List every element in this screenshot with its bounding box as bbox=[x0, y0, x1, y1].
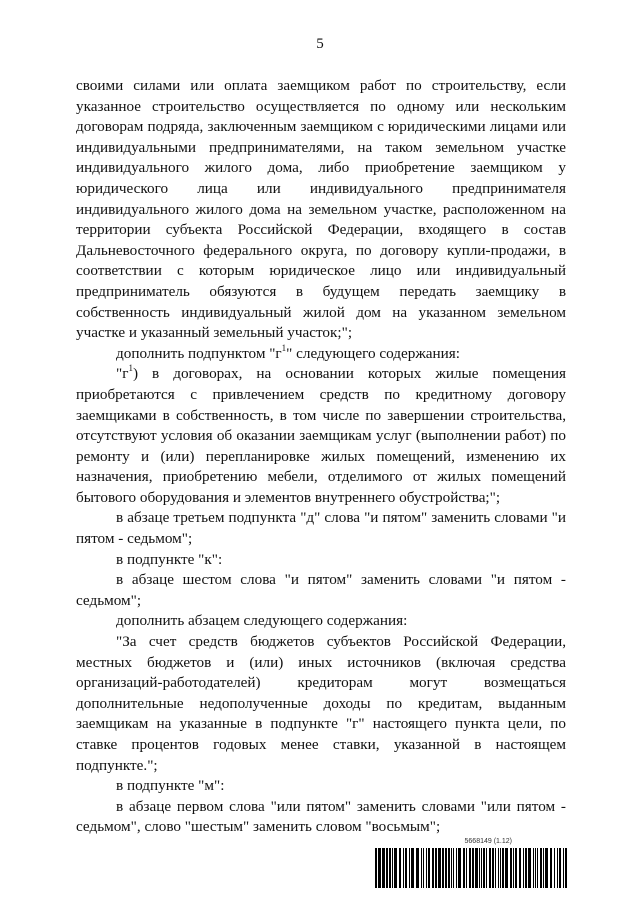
paragraph bbox=[76, 344, 566, 365]
paragraph: в абзаце шестом слова "и пятом" заменить словами "и пятом - седьмом"; bbox=[76, 571, 566, 609]
paragraph: в подпункте "к": bbox=[116, 550, 223, 568]
paragraph-text: дополнить подпунктом "г bbox=[116, 344, 282, 362]
paragraph: своими силами или оплата заемщиком работ по строительству, если указанное строительство осуществляется по одному или нескольким договорам подряда, заключенным заемщиком с юридическими лицами или индивидуальными предпринимателями, на таком земельном участке индивидуального жилого дома, либо приобретение заемщиком у юридического лица или индивидуального предпринимателя индивидуального жилого дома на земельном участке, расположенном на территории субъекта Российской Федерации, входящего в состав Дальневосточного федерального округа, по договору купли-продажи, в соответствии с которым юридическое лицо или индивидуальный предприниматель обязуются в будущем передать заемщику в собственность индивидуальный жилой дом на указанном земельном участке и указанный земельный участок;"; bbox=[76, 77, 566, 342]
paragraph: "За счет средств бюджетов субъектов Российской Федерации, местных бюджетов и (или) иных источников (включая средства организаций-работодателей) кредиторам могут возмещаться дополнительные недополученные доходы по кредитам, выданным заемщикам на указанные в подпункте "г" настоящего пункта цели, по ставке процентов годовых менее ставки, указанной в настоящем подпункте."; bbox=[76, 633, 566, 774]
barcode-block bbox=[375, 838, 570, 896]
paragraph: дополнить абзацем следующего содержания: bbox=[116, 612, 408, 630]
paragraph: в абзаце первом слова "или пятом" заменить словами "или пятом - седьмом", слово "шестым" заменить словом "восьмым"; bbox=[76, 797, 566, 836]
paragraph-text: "г bbox=[116, 365, 129, 383]
barcode-code: 5668149 (1.12) bbox=[464, 838, 512, 845]
superscript: 1 bbox=[128, 363, 133, 374]
paragraph-text: " следующего содержания: bbox=[286, 344, 461, 362]
superscript: 1 bbox=[281, 342, 287, 353]
paragraph bbox=[76, 364, 566, 508]
paragraph: в абзаце третьем подпункта "д" слова "и пятом" заменить словами "и пятом - седьмом"; bbox=[76, 509, 566, 548]
paragraph-text: ) в договорах, на основании которых жилые помещения приобретаются с привлечением средств по кредитному договору заемщиками в собственность, в том числе по завершении строительства, отсутствуют условия об оказании заемщикам услуг (выполнении работ) по ремонту и (или) перепланировке жилых помещений, изменению их назначения, приобретению мебели, отделимого от жилых помещений бытового оборудования и элементов внутреннего обустройства;"; bbox=[76, 365, 566, 506]
page-number: 5 bbox=[316, 36, 324, 52]
document-body bbox=[76, 76, 566, 838]
barcode-icon bbox=[375, 848, 570, 888]
paragraph: в подпункте "м": bbox=[116, 777, 225, 795]
